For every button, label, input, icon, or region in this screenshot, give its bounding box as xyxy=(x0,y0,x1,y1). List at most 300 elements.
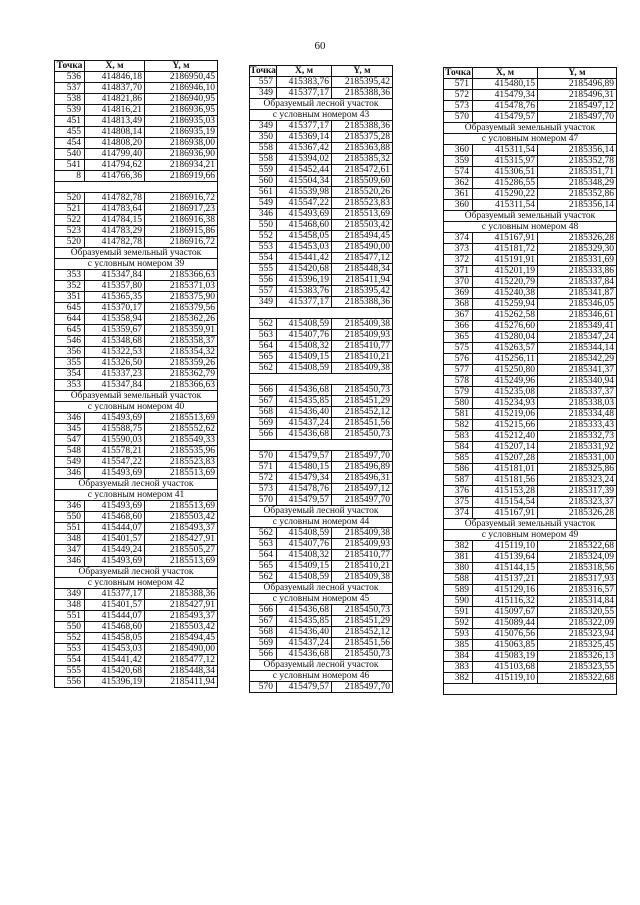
table-row xyxy=(444,310,617,321)
x-cell: 415578,21 xyxy=(85,446,145,457)
section-subtitle: с условным номером 39 xyxy=(55,259,218,270)
point-cell: 365 xyxy=(444,332,473,343)
table-row xyxy=(444,464,617,475)
point-cell: 352 xyxy=(55,281,85,292)
point-cell: 645 xyxy=(55,303,85,314)
y-cell: 2185322,09 xyxy=(538,618,617,629)
table-row xyxy=(55,424,218,435)
table-row xyxy=(55,226,218,237)
header-point: Точка xyxy=(250,66,276,76)
y-cell: 2185549,33 xyxy=(145,435,218,446)
point-cell: 552 xyxy=(250,231,277,242)
point-cell: 567 xyxy=(250,616,277,627)
section-subtitle: с условным номером 46 xyxy=(250,671,393,682)
x-cell: 415441,42 xyxy=(85,655,145,666)
x-cell: 415453,03 xyxy=(85,644,145,655)
x-cell: 415063,85 xyxy=(473,640,538,651)
y-cell: 2185503,42 xyxy=(145,512,218,523)
y-cell: 2185411,94 xyxy=(332,275,393,286)
x-cell: 415504,34 xyxy=(277,176,332,187)
point-cell: 372 xyxy=(444,255,473,266)
point-cell: 566 xyxy=(250,605,277,616)
x-cell: 414837,70 xyxy=(85,83,145,94)
table-row xyxy=(250,638,393,649)
y-cell: 2185395,42 xyxy=(332,286,393,297)
point-cell: 539 xyxy=(55,105,85,116)
table-row xyxy=(444,651,617,662)
x-cell: 415401,57 xyxy=(85,534,145,545)
x-cell: 415493,69 xyxy=(85,501,145,512)
y-cell: 2186935,03 xyxy=(145,116,218,127)
table-row xyxy=(444,343,617,354)
section-title: Образуемый лесной участок xyxy=(250,583,393,594)
x-cell: 415408,59 xyxy=(277,319,332,330)
y-cell: 2185362,79 xyxy=(145,369,218,380)
table-row xyxy=(444,79,617,90)
table-row xyxy=(250,154,393,165)
table-row xyxy=(444,200,617,211)
table-row xyxy=(55,655,218,666)
y-cell: 2185352,86 xyxy=(538,189,617,200)
x-cell: 415076,56 xyxy=(473,629,538,640)
header-y: Y, м xyxy=(538,68,617,79)
point-cell: 563 xyxy=(250,330,277,341)
x-cell: 415479,34 xyxy=(473,90,538,101)
point-cell: 550 xyxy=(55,512,85,523)
y-cell: 2185395,42 xyxy=(332,77,393,88)
point-cell: 570 xyxy=(444,112,473,123)
table-row xyxy=(55,666,218,677)
point-cell: 366 xyxy=(444,321,473,332)
point-cell: 645 xyxy=(55,325,85,336)
point-cell: 574 xyxy=(444,167,473,178)
y-cell: 2185325,86 xyxy=(538,464,617,475)
point-cell: 346 xyxy=(55,556,85,567)
blank-row xyxy=(250,440,393,451)
y-cell: 2185451,29 xyxy=(332,396,393,407)
table-row xyxy=(444,376,617,387)
table-row xyxy=(55,512,218,523)
x-cell: 415357,80 xyxy=(85,281,145,292)
x-cell: 415322,53 xyxy=(85,347,145,358)
y-cell: 2185411,94 xyxy=(145,677,218,688)
x-cell: 415383,76 xyxy=(277,286,332,297)
section-title: Образуемый земельный участок xyxy=(55,391,218,402)
x-cell: 415191,91 xyxy=(473,255,538,266)
point-cell: 537 xyxy=(55,83,85,94)
y-cell: 2186916,38 xyxy=(145,215,218,226)
y-cell: 2185452,12 xyxy=(332,627,393,638)
y-cell: 2185337,84 xyxy=(538,277,617,288)
x-cell: 415089,44 xyxy=(473,618,538,629)
blank-row xyxy=(444,684,617,695)
point-cell: 582 xyxy=(444,420,473,431)
point-cell: 347 xyxy=(55,545,85,556)
x-cell: 415347,84 xyxy=(85,270,145,281)
table-row xyxy=(55,435,218,446)
x-cell: 415256,11 xyxy=(473,354,538,365)
y-cell: 2185509,60 xyxy=(332,176,393,187)
header-x: X, м xyxy=(85,61,145,72)
point-cell: 355 xyxy=(55,358,85,369)
table-row xyxy=(250,253,393,264)
point-cell: 589 xyxy=(444,585,473,596)
x-cell: 415588,75 xyxy=(85,424,145,435)
y-cell: 2185497,12 xyxy=(332,484,393,495)
y-cell: 2186936,95 xyxy=(145,105,218,116)
y-cell: 2186946,10 xyxy=(145,83,218,94)
y-cell: 2185450,73 xyxy=(332,649,393,660)
section-heading-row xyxy=(55,402,218,413)
table-row xyxy=(444,321,617,332)
table-row xyxy=(55,94,218,105)
y-cell: 2185363,88 xyxy=(332,143,393,154)
section-heading-row xyxy=(444,123,617,134)
point-cell: 360 xyxy=(444,200,473,211)
x-cell: 415401,57 xyxy=(85,600,145,611)
table-row xyxy=(250,528,393,539)
table-row xyxy=(55,127,218,138)
point-cell: 376 xyxy=(444,486,473,497)
point-cell: 556 xyxy=(55,677,85,688)
y-cell: 2185490,00 xyxy=(332,242,393,253)
table-row xyxy=(55,611,218,622)
blank-row xyxy=(250,308,393,319)
x-cell: 415286,55 xyxy=(473,178,538,189)
x-cell: 415396,19 xyxy=(277,275,332,286)
point-cell: 576 xyxy=(444,354,473,365)
point-cell: 566 xyxy=(250,429,277,440)
y-cell: 2185513,69 xyxy=(145,501,218,512)
table-row xyxy=(55,380,218,391)
section-subtitle: с условным номером 42 xyxy=(55,578,218,589)
x-cell: 415468,60 xyxy=(85,512,145,523)
table-row xyxy=(55,369,218,380)
x-cell: 415437,24 xyxy=(277,638,332,649)
x-cell: 415315,97 xyxy=(473,156,538,167)
x-cell: 415479,57 xyxy=(277,495,332,506)
point-cell: 571 xyxy=(444,79,473,90)
point-cell: 349 xyxy=(250,297,277,308)
y-cell: 2185324,09 xyxy=(538,552,617,563)
x-cell: 415436,40 xyxy=(277,627,332,638)
point-cell: 541 xyxy=(55,160,85,171)
y-cell: 2185494,45 xyxy=(145,633,218,644)
point-cell: 563 xyxy=(250,539,277,550)
table-row xyxy=(55,523,218,534)
table-row xyxy=(55,545,218,556)
table-row xyxy=(444,244,617,255)
section-subtitle: с условным номером 43 xyxy=(250,110,393,121)
y-cell: 2185341,87 xyxy=(538,288,617,299)
x-cell: 415408,59 xyxy=(277,528,332,539)
y-cell: 2185388,36 xyxy=(332,121,393,132)
x-cell: 415407,76 xyxy=(277,330,332,341)
point-cell: 520 xyxy=(55,237,85,248)
coordinates-table-middle xyxy=(249,65,393,693)
point-cell: 581 xyxy=(444,409,473,420)
y-cell: 2186950,45 xyxy=(145,72,218,83)
y-cell: 2185490,00 xyxy=(145,644,218,655)
y-cell: 2185493,37 xyxy=(145,523,218,534)
y-cell: 2185472,61 xyxy=(332,165,393,176)
y-cell: 2185513,69 xyxy=(332,209,393,220)
y-cell: 2185333,43 xyxy=(538,420,617,431)
point-cell: 588 xyxy=(444,574,473,585)
x-cell: 415103,68 xyxy=(473,662,538,673)
x-cell: 415311,54 xyxy=(473,145,538,156)
x-cell: 415407,76 xyxy=(277,539,332,550)
section-title: Образуемый земельный участок xyxy=(444,123,617,134)
x-cell: 415234,93 xyxy=(473,398,538,409)
table-row xyxy=(250,242,393,253)
point-cell: 568 xyxy=(250,407,277,418)
y-cell: 2185496,31 xyxy=(538,90,617,101)
point-cell: 381 xyxy=(444,552,473,563)
table-row xyxy=(55,105,218,116)
point-cell: 571 xyxy=(250,462,277,473)
table-row xyxy=(250,572,393,583)
x-cell: 415365,35 xyxy=(85,292,145,303)
x-cell: 415547,22 xyxy=(277,198,332,209)
point-cell: 559 xyxy=(250,165,277,176)
section-heading-row xyxy=(250,583,393,594)
x-cell: 415137,21 xyxy=(473,574,538,585)
table-row xyxy=(55,347,218,358)
x-cell: 414794,62 xyxy=(85,160,145,171)
x-cell: 415153,28 xyxy=(473,486,538,497)
point-cell: 557 xyxy=(250,286,277,297)
x-cell: 415383,76 xyxy=(277,77,332,88)
x-cell: 415480,15 xyxy=(277,462,332,473)
table-row xyxy=(444,90,617,101)
x-cell: 414783,29 xyxy=(85,226,145,237)
x-cell: 415449,24 xyxy=(85,545,145,556)
point-cell: 375 xyxy=(444,497,473,508)
x-cell: 415259,94 xyxy=(473,299,538,310)
section-subtitle: с условным номером 45 xyxy=(250,594,393,605)
y-cell: 2185497,70 xyxy=(538,112,617,123)
table-row xyxy=(55,633,218,644)
y-cell: 2185409,93 xyxy=(332,330,393,341)
table-row xyxy=(250,495,393,506)
table-row xyxy=(55,413,218,424)
point-cell: 346 xyxy=(55,501,85,512)
header-x: X, м xyxy=(277,66,332,77)
table-row xyxy=(250,418,393,429)
point-cell: 584 xyxy=(444,442,473,453)
table-row xyxy=(250,363,393,374)
point-cell: 370 xyxy=(444,277,473,288)
y-cell: 2185375,28 xyxy=(332,132,393,143)
table-row xyxy=(55,138,218,149)
x-cell: 415539,98 xyxy=(277,187,332,198)
x-cell: 415493,69 xyxy=(85,413,145,424)
point-cell: 553 xyxy=(55,644,85,655)
y-cell: 2185371,03 xyxy=(145,281,218,292)
y-cell: 2185513,69 xyxy=(145,468,218,479)
y-cell: 2186938,00 xyxy=(145,138,218,149)
x-cell: 415420,68 xyxy=(277,264,332,275)
table-row xyxy=(444,101,617,112)
y-cell: 2185451,56 xyxy=(332,418,393,429)
page-number: 60 xyxy=(314,40,326,52)
x-cell: 414816,21 xyxy=(85,105,145,116)
y-cell: 2185493,37 xyxy=(145,611,218,622)
x-cell: 415435,85 xyxy=(277,616,332,627)
point-cell: 550 xyxy=(55,622,85,633)
section-heading-row xyxy=(250,99,393,110)
y-cell: 2185409,93 xyxy=(332,539,393,550)
point-cell: 572 xyxy=(250,473,277,484)
table-row xyxy=(250,407,393,418)
point-cell: 538 xyxy=(55,94,85,105)
table-row xyxy=(250,231,393,242)
table-row xyxy=(444,299,617,310)
point-cell: 356 xyxy=(55,347,85,358)
table-row xyxy=(444,354,617,365)
section-heading-row xyxy=(250,660,393,671)
point-cell: 383 xyxy=(444,662,473,673)
y-cell: 2185340,94 xyxy=(538,376,617,387)
point-cell: 562 xyxy=(250,528,277,539)
x-cell: 415377,17 xyxy=(277,297,332,308)
point-cell: 556 xyxy=(250,275,277,286)
y-cell: 2186936,90 xyxy=(145,149,218,160)
x-cell: 415083,19 xyxy=(473,651,538,662)
x-cell: 415290,22 xyxy=(473,189,538,200)
table-row xyxy=(444,541,617,552)
y-cell: 2185338,03 xyxy=(538,398,617,409)
point-cell: 565 xyxy=(250,561,277,572)
x-cell: 415408,32 xyxy=(277,550,332,561)
table-row xyxy=(55,600,218,611)
x-cell: 415240,38 xyxy=(473,288,538,299)
table-row xyxy=(444,365,617,376)
table-row xyxy=(55,270,218,281)
y-cell: 2185323,55 xyxy=(538,662,617,673)
x-cell: 415468,60 xyxy=(277,220,332,231)
x-cell: 415493,69 xyxy=(85,468,145,479)
point-cell: 349 xyxy=(250,88,277,99)
point-cell: 554 xyxy=(250,253,277,264)
x-cell: 415367,42 xyxy=(277,143,332,154)
section-title: Образуемый лесной участок xyxy=(250,99,393,110)
table-row xyxy=(250,297,393,308)
table-row xyxy=(250,143,393,154)
table-row xyxy=(250,198,393,209)
point-cell: 558 xyxy=(250,154,277,165)
y-cell: 2186917,23 xyxy=(145,204,218,215)
section-title: Образуемый земельный участок xyxy=(55,248,218,259)
point-cell: 566 xyxy=(250,649,277,660)
x-cell: 415444,07 xyxy=(85,523,145,534)
x-cell: 415436,68 xyxy=(277,429,332,440)
table-row xyxy=(55,116,218,127)
table-row xyxy=(55,237,218,248)
x-cell: 415458,05 xyxy=(277,231,332,242)
point-cell: 565 xyxy=(250,352,277,363)
point-cell: 382 xyxy=(444,673,473,684)
y-cell: 2185356,14 xyxy=(538,145,617,156)
table-row xyxy=(250,88,393,99)
table-row xyxy=(250,165,393,176)
x-cell: 415358,94 xyxy=(85,314,145,325)
section-subtitle: с условным номером 47 xyxy=(444,134,617,145)
y-cell: 2185520,26 xyxy=(332,187,393,198)
y-cell: 2185513,69 xyxy=(145,556,218,567)
y-cell: 2185356,14 xyxy=(538,200,617,211)
table-row xyxy=(444,508,617,519)
point-cell: 558 xyxy=(250,143,277,154)
table-row xyxy=(250,385,393,396)
y-cell: 2185317,39 xyxy=(538,486,617,497)
y-cell: 2185409,38 xyxy=(332,363,393,374)
x-cell: 415212,40 xyxy=(473,431,538,442)
point-cell: 346 xyxy=(55,413,85,424)
point-cell: 560 xyxy=(250,176,277,187)
x-cell: 415337,23 xyxy=(85,369,145,380)
x-cell: 415468,60 xyxy=(85,622,145,633)
table-row xyxy=(444,431,617,442)
point-cell: 349 xyxy=(55,589,85,600)
y-cell: 2185497,70 xyxy=(332,682,393,693)
section-heading-row xyxy=(55,479,218,490)
point-cell: 557 xyxy=(250,77,277,88)
y-cell: 2185358,37 xyxy=(145,336,218,347)
x-cell: 415306,51 xyxy=(473,167,538,178)
x-cell: 415377,17 xyxy=(277,88,332,99)
point-cell: 577 xyxy=(444,365,473,376)
x-cell: 415144,15 xyxy=(473,563,538,574)
section-heading-row xyxy=(250,671,393,682)
point-cell: 569 xyxy=(250,638,277,649)
point-cell: 549 xyxy=(250,198,277,209)
x-cell: 415276,60 xyxy=(473,321,538,332)
x-cell: 415207,14 xyxy=(473,442,538,453)
table-row xyxy=(444,266,617,277)
x-cell: 415408,59 xyxy=(277,572,332,583)
section-heading-row xyxy=(55,391,218,402)
table-row xyxy=(55,446,218,457)
table-row xyxy=(55,204,218,215)
point-cell: 353 xyxy=(55,270,85,281)
x-cell: 415435,85 xyxy=(277,396,332,407)
x-cell: 415479,57 xyxy=(277,451,332,462)
section-heading-row xyxy=(444,530,617,541)
table-row xyxy=(250,220,393,231)
y-cell: 2185497,70 xyxy=(332,451,393,462)
y-cell: 2185451,56 xyxy=(332,638,393,649)
point-cell: 371 xyxy=(444,266,473,277)
table-row xyxy=(444,453,617,464)
point-cell: 592 xyxy=(444,618,473,629)
blank-cell xyxy=(55,182,218,193)
table-header-row xyxy=(444,68,617,79)
x-cell: 415262,58 xyxy=(473,310,538,321)
x-cell: 415167,91 xyxy=(473,233,538,244)
point-cell: 540 xyxy=(55,149,85,160)
y-cell: 2185366,63 xyxy=(145,380,218,391)
y-cell: 2185331,00 xyxy=(538,453,617,464)
y-cell: 2185450,73 xyxy=(332,429,393,440)
table-row xyxy=(444,233,617,244)
point-cell: 345 xyxy=(55,424,85,435)
blank-row xyxy=(250,374,393,385)
x-cell: 414808,14 xyxy=(85,127,145,138)
point-cell: 522 xyxy=(55,215,85,226)
y-cell: 2185497,70 xyxy=(332,495,393,506)
